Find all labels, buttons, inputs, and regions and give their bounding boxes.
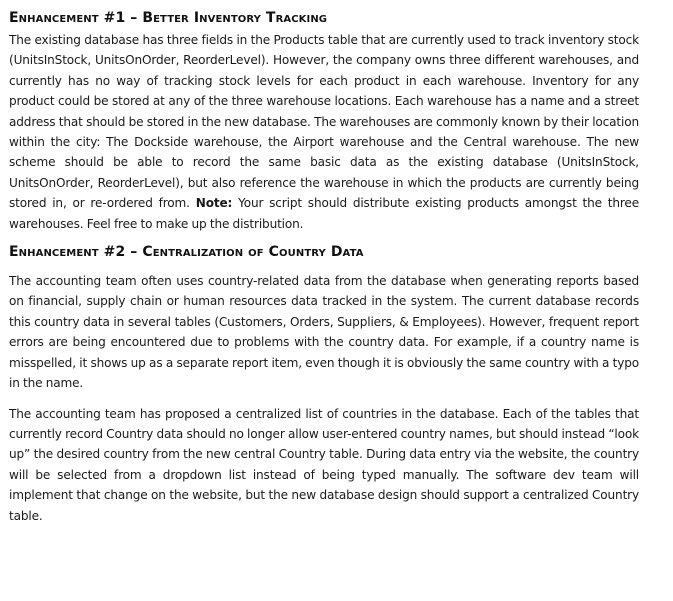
enhancement-2-heading: Enhancement #2 – Centralization of Country Data (9, 244, 364, 261)
enhancement-1-body: The existing database has three fields in the Products table that are currently used to track inventory stock (UnitsInStock, UnitsOnOrder, ReorderLevel). However, the company owns three different warehouses, and currently has no way of tracking stock levels for each product in each warehouse. Inventory for any product could be stored at any of the three warehouse locations. Each warehouse has a name and a street address that should be stored in the new database. The warehouses are commonly known by their location within the city: The Dockside warehouse, the Airport warehouse and the Central warehouse. The new scheme should be able to record the same basic data as the existing database (UnitsInStock, UnitsOnOrder, ReorderLevel), but also reference the warehouse in which the products are currently being stored in, or re-ordered from. (9, 33, 639, 211)
enhancement-1-section (9, 8, 639, 234)
enhancement-1-paragraph (9, 30, 639, 234)
note-label: Note: (195, 196, 233, 211)
enhancement-2-section (9, 242, 639, 526)
enhancement-2-paragraph-2: The accounting team has proposed a centralized list of countries in the database. Each of the tables that currently record Country data should no longer allow user-entered country names, but should instead “look up” the desired country from the new central Country table. During data entry via the website, the country will be selected from a dropdown list instead of being typed manually. The software dev team will implement that change on the website, but the new database design should support a centralized Country table. (9, 406, 639, 523)
enhancement-2-paragraph-1: The accounting team often uses country-related data from the database when generating reports based on financial, supply chain or human resources data tracked in the system. The current database records this country data in several tables (Customers, Orders, Suppliers, & Employees). However, frequent report errors are being encountered due to problems with the country data. For example, if a country name is misspelled, it shows up as a separate report item, even though it is obviously the same country with a typo in the name. (9, 274, 639, 391)
enhancement-1-heading: Enhancement #1 – Better Inventory Tracking (9, 10, 328, 26)
enhancement-1-note-text: Your script should distribute existing products amongst the three warehouses. Feel free to make up the distribution. (9, 196, 640, 231)
